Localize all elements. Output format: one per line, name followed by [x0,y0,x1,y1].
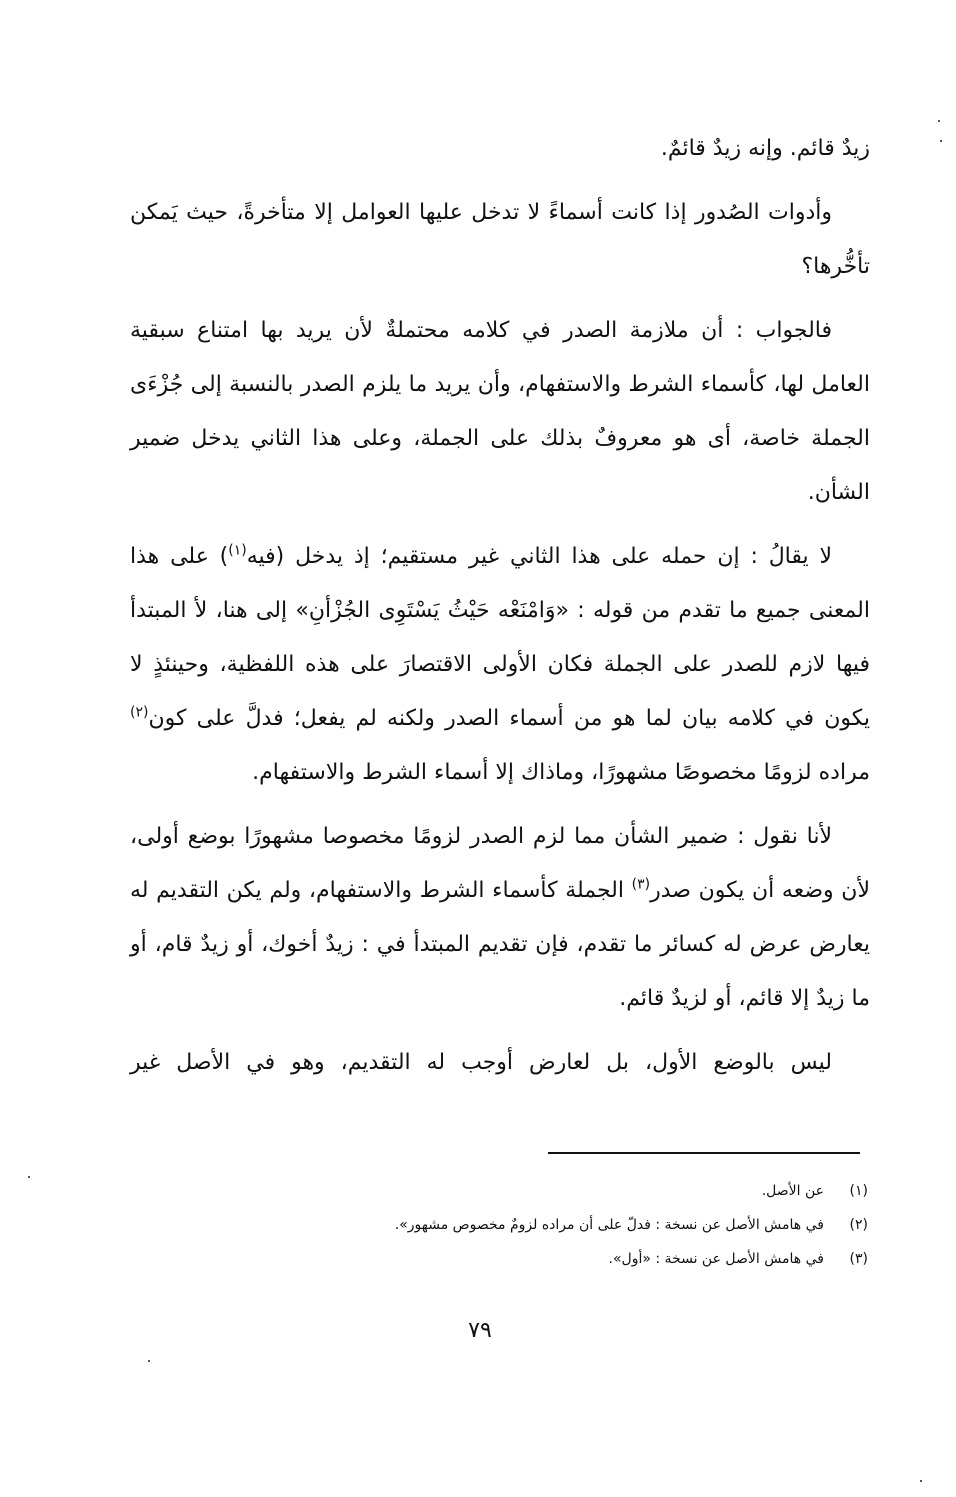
footnote-3-number: (٣) [849,1251,868,1267]
footnote-2 [130,1208,868,1242]
paragraph-5-part-2: الجملة كأسماء الشرط والاستفهام، ولم يكن التقديم له يعارض عرض له كسائر ما تقدم، فإن تقديم المبتدأ في : زيدٌ أخوك، أو زيدٌ قام، أو ما زيدٌ إلا قائم، أو لزيدٌ قائم. [130,878,870,1011]
footnote-2-number: (٢) [849,1217,868,1233]
paragraph-3: فالجواب : أن ملازمة الصدر في كلامه محتملةٌ لأن يريد بها امتناع سبقية العامل لها، كأسماء الشرط والاستفهام، وأن يريد ما يلزم الصدر بالنسبة إلى جُزْءَى الجملة خاصة، أى هو معروفٌ بذلك على الجملة، وعلى هذا الثاني يدخل ضمير الشأن. [130,318,870,505]
footnote-1 [130,1174,868,1208]
footnote-3 [130,1242,868,1276]
paragraph-4-part-2: ) على هذا المعنى جميع ما تقدم من قوله : «وَامْنَعْه حَيْثُ يَسْتَوِى الجُزْأنِ» إلى هنا، لأ المبتدأ فيها لازم للصدر على الجملة فكان الأولى الاقتصارَ على هذه اللفظية، وحينئذٍ لا يكون في كلامه بيان لما هو من أسماء الصدر ولكنه لم يفعل؛ فدلَّ على كون [130,544,870,731]
scan-speck [940,140,942,142]
paragraph-4-part-3: مراده لزومًا مخصوصًا مشهورًا، وماذاك إلا أسماء الشرط والاستفهام. [252,760,870,785]
paragraph-4 [130,530,870,800]
paragraph-6: ليس بالوضع الأول، بل لعارض أوجب له التقديم، وهو في الأصل غير [130,1050,832,1075]
footnote-1-number: (١) [849,1183,868,1199]
scan-speck [938,120,940,122]
main-text [130,122,870,1100]
footnote-ref-3[interactable]: (٣) [631,876,651,893]
paragraph-5 [130,810,870,1026]
scan-speck [920,1480,922,1482]
paragraph-2: وأدوات الصُدور إذا كانت أسماءً لا تدخل عليها العوامل إلا متأخرةً، حيث يَمكن تأخُّرها؟ [130,200,870,279]
page-number: ٧٩ [468,1318,492,1343]
footnote-ref-1[interactable]: (١) [228,542,247,559]
footnote-3-text: في هامش الأصل عن نسخة : «أول». [608,1251,824,1267]
footnote-1-text: عن الأصل. [761,1183,824,1199]
scan-speck [148,1360,150,1362]
paragraph-1: زيدٌ قائم. وإنه زيدٌ قائمٌ. [660,136,870,161]
footnote-2-text: في هامش الأصل عن نسخة : فدلّ على أن مراده لزومٌ مخصوص مشهور». [394,1217,824,1233]
footnote-ref-2[interactable]: (٢) [130,704,149,721]
scan-speck [28,1176,30,1178]
paragraph-5-part-1: لأنا نقول : ضمير الشأن مما لزم الصدر لزومًا مخصوصا مشهورًا بوضع أولى، لأن وضعه أن يكون صدر [130,824,870,903]
footnotes [130,1174,868,1276]
footnote-separator [548,1152,860,1154]
paragraph-4-part-1: لا يقالُ : إن حمله على هذا الثاني غير مستقيم؛ إذ يدخل (فيه [246,544,833,569]
